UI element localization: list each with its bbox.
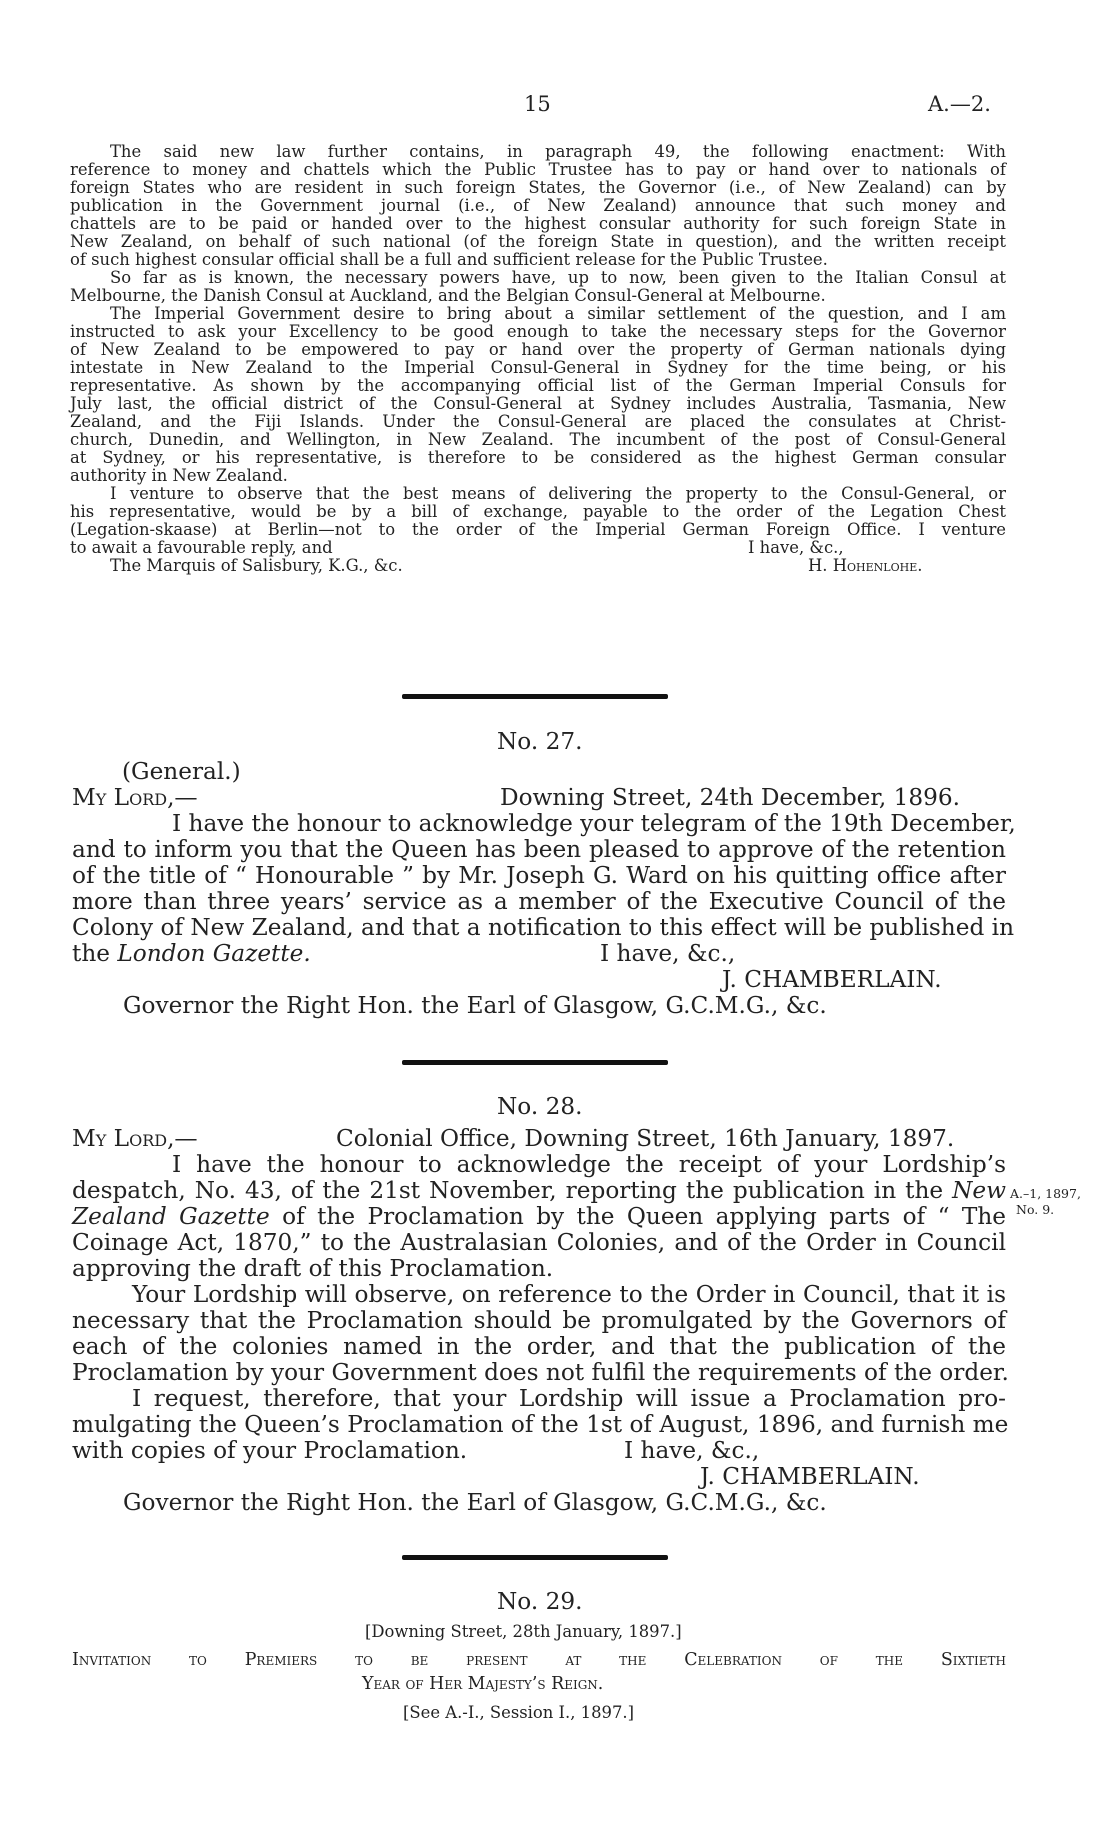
text-fragment: despatch, No. 43, of the 21st November, reporting the publication in the: [72, 1177, 953, 1204]
text-line: Melbourne, the Danish Consul at Auckland, and the Belgian Consul-General at Melbourne.: [70, 286, 826, 305]
text-line: New Zealand, on behalf of such national (of the foreign State in question), and the written receipt: [70, 232, 1006, 251]
text-line: more than three years’ service as a member of the Executive Council of the: [72, 888, 1006, 915]
text-line: Zealand, and the Fiji Islands. Under the Consul-General are placed the consulates at Christ-: [70, 412, 1006, 431]
page-number: 15: [524, 92, 551, 116]
text-line: Proclamation by your Government does not fulfil the requirements of the order.: [72, 1359, 1009, 1386]
salutation: My Lord,—: [72, 784, 198, 811]
text-fragment: the: [72, 940, 118, 967]
text-line: necessary that the Proclamation should be promulgated by the Governors of: [72, 1307, 1006, 1334]
text-line: mulgating the Queen’s Proclamation of the 1st of August, 1896, and furnish me: [72, 1411, 1009, 1438]
text-line: of such highest consular official shall be a full and sufficient release for the Public Trustee.: [70, 250, 828, 269]
text-line: The said new law further contains, in paragraph 49, the following enactment: With: [110, 142, 1006, 161]
text-line: publication in the Government journal (i.e., of New Zealand) announce that such money and: [70, 196, 1006, 215]
text-line: [72, 1204, 1006, 1230]
salutation: My Lord,—: [72, 1125, 198, 1152]
text-line: (Legation-skaase) at Berlin—not to the order of the Imperial German Foreign Office. I venture: [70, 520, 1006, 539]
text-line: Colony of New Zealand, and that a notification to this effect will be published in: [72, 914, 1015, 941]
section-divider: [402, 1555, 668, 1560]
letter-number: No. 28.: [497, 1093, 583, 1120]
publication-title: New: [952, 1177, 1006, 1204]
text-line: of the title of “ Honourable ” by Mr. Joseph G. Ward on his quitting office after: [72, 862, 1006, 889]
text-line: representative. As shown by the accompanying official list of the German Imperial Consuls for: [70, 376, 1006, 395]
text-line: each of the colonies named in the order, and that the publication of the: [72, 1333, 1006, 1360]
closing: I have, &c.,: [600, 940, 736, 967]
publication-title: Zealand Gazette: [72, 1203, 270, 1230]
closing: I have, &c.,: [624, 1437, 760, 1464]
section-title: Year of Her Majesty’s Reign.: [362, 1674, 604, 1694]
text-line: church, Dunedin, and Wellington, in New Zealand. The incumbent of the post of Consul-General: [70, 430, 1006, 449]
margin-note: A.–1, 1897,: [1010, 1186, 1081, 1201]
letter-number: No. 27.: [497, 728, 583, 755]
section-divider: [402, 1060, 668, 1065]
text-line: with copies of your Proclamation.: [72, 1437, 468, 1464]
reference-note: [See A.-I., Session I., 1897.]: [403, 1703, 634, 1722]
closing: I have, &c.,: [748, 538, 844, 557]
text-line: instructed to ask your Excellency to be good enough to take the necessary steps for the Governor: [70, 322, 1006, 341]
text-line: I have the honour to acknowledge your telegram of the 19th December,: [172, 810, 1016, 837]
text-line: his representative, would be by a bill of exchange, payable to the order of the Legation Chest: [70, 502, 1006, 521]
text-line: July last, the official district of the Consul-General at Sydney includes Australia, Tasmania, New: [70, 394, 1006, 413]
addressee: The Marquis of Salisbury, K.G., &c.: [110, 556, 403, 575]
text-line: Coinage Act, 1870,” to the Australasian Colonies, and of the Order in Council: [72, 1229, 1006, 1256]
page-reference: A.—2.: [928, 92, 991, 116]
addressee: Governor the Right Hon. the Earl of Glasgow, G.C.M.G., &c.: [123, 1489, 827, 1516]
text-line: intestate in New Zealand to the Imperial Consul-General in Sydney for the time being, or his: [70, 358, 1006, 377]
text-line: I have the honour to acknowledge the receipt of your Lordship’s: [172, 1151, 1006, 1178]
text-line: chattels are to be paid or handed over to the highest consular authority for such foreign State in: [70, 214, 1006, 233]
signature: J. CHAMBERLAIN.: [700, 1463, 920, 1490]
text-line: [72, 1178, 1006, 1204]
text-line: I venture to observe that the best means of delivering the property to the Consul-General, or: [110, 484, 1006, 503]
signature: J. CHAMBERLAIN.: [722, 966, 942, 993]
dateline: Downing Street, 24th December, 1896.: [500, 784, 961, 811]
text-line: foreign States who are resident in such foreign States, the Governor (i.e., of New Zealand) can by: [70, 178, 1006, 197]
text-line: to await a favourable reply, and: [70, 538, 333, 557]
text-line: of New Zealand to be empowered to pay or hand over the property of German nationals dying: [70, 340, 1006, 359]
text-line: and to inform you that the Queen has been pleased to approve of the retention: [72, 836, 1006, 863]
text-line: approving the draft of this Proclamation.: [72, 1255, 554, 1282]
addressee: Governor the Right Hon. the Earl of Glasgow, G.C.M.G., &c.: [123, 992, 827, 1019]
dateline: [Downing Street, 28th January, 1897.]: [365, 1622, 682, 1641]
text-line: So far as is known, the necessary powers have, up to now, been given to the Italian Consul at: [110, 268, 1006, 287]
text-fragment: of the Proclamation by the Queen applying parts of “ The: [269, 1203, 1006, 1230]
publication-title: London Gazette.: [117, 940, 311, 967]
text-line: Your Lordship will observe, on reference to the Order in Council, that it is: [132, 1281, 1006, 1308]
text-line: [72, 941, 311, 967]
letter-label: (General.): [122, 758, 241, 785]
text-line: at Sydney, or his representative, is therefore to be considered as the highest German consular: [70, 448, 1006, 467]
signature: H. Hohenlohe.: [808, 556, 923, 575]
margin-note: No. 9.: [1016, 1202, 1055, 1217]
letter-number: No. 29.: [497, 1588, 583, 1615]
text-line: The Imperial Government desire to bring about a similar settlement of the question, and I am: [110, 304, 1006, 323]
dateline: Colonial Office, Downing Street, 16th January, 1897.: [336, 1125, 955, 1152]
section-title: Invitation to Premiers to be present at the Celebration of the Sixtieth: [72, 1650, 1006, 1670]
text-line: authority in New Zealand.: [70, 466, 288, 485]
text-line: reference to money and chattels which the Public Trustee has to pay or hand over to nationals of: [70, 160, 1006, 179]
text-line: I request, therefore, that your Lordship will issue a Proclamation pro-: [132, 1385, 1006, 1412]
section-divider: [402, 694, 668, 699]
